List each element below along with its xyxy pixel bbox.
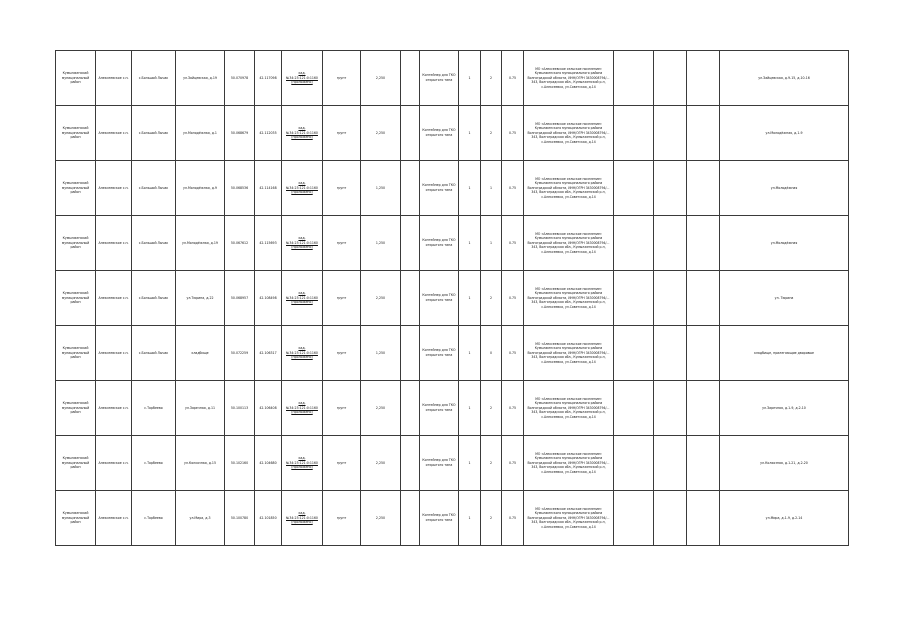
container-type-cell: Контейнер для ТКО открытого типа [420, 271, 459, 326]
district-cell: Кумылженский муниципальный район [56, 381, 96, 436]
latitude-cell: 50.068957 [225, 271, 255, 326]
settlement-cell: Алексеевское с.п. [96, 326, 132, 381]
settlement-cell: Алексеевское с.п. [96, 491, 132, 546]
container-sites-table [55, 50, 849, 546]
count-cell: 1 [459, 436, 481, 491]
served-objects-cell: ул.Зайцевская, д.9-15, д.10-16 [720, 51, 849, 106]
planned-count-cell: 2 [481, 51, 502, 106]
surface-cell: грунт [323, 216, 361, 271]
settlement-cell: Алексеевское с.п. [96, 216, 132, 271]
empty-cell [401, 491, 420, 546]
surface-cell: грунт [323, 436, 361, 491]
table-row [56, 271, 849, 326]
cadastre-cell [282, 381, 323, 436]
served-objects-cell: ул.Молодёжная [720, 161, 849, 216]
volume-cell: 0.75 [502, 106, 524, 161]
cadastre-cell [282, 326, 323, 381]
district-cell: Кумылженский муниципальный район [56, 161, 96, 216]
volume-cell: 0.75 [502, 51, 524, 106]
longitude-cell: 42.114168 [255, 161, 282, 216]
table-row [56, 51, 849, 106]
count-cell: 1 [459, 161, 481, 216]
address-cell: ул.Молодёжная, д.9 [176, 161, 225, 216]
empty-cell [614, 436, 654, 491]
planned-count-cell: 1 [481, 216, 502, 271]
container-type-cell: Контейнер для ТКО открытого типа [420, 161, 459, 216]
empty-cell [614, 326, 654, 381]
latitude-cell: 50.070978 [225, 51, 255, 106]
planned-count-cell: 1 [481, 161, 502, 216]
served-objects-cell: кладбище, прилегающие дворовые [720, 326, 849, 381]
locality-cell: с.Большой Лычак [132, 326, 176, 381]
served-objects-cell: ул.Колхозная, д.1-21, д.2-20 [720, 436, 849, 491]
district-cell: Кумылженский муниципальный район [56, 436, 96, 491]
empty-cell [401, 436, 420, 491]
container-type-cell: Контейнер для ТКО открытого типа [420, 491, 459, 546]
cadastre-cell [282, 216, 323, 271]
locality-cell: с.Большой Лычак [132, 161, 176, 216]
planned-count-cell: 0 [481, 326, 502, 381]
cadastre-cell [282, 106, 323, 161]
cadastre-cell [282, 161, 323, 216]
area-cell: 2,250 [361, 271, 401, 326]
container-type-cell: Контейнер для ТКО открытого типа [420, 326, 459, 381]
container-type-cell: Контейнер для ТКО открытого типа [420, 216, 459, 271]
latitude-cell: 50.068536 [225, 161, 255, 216]
surface-cell: грунт [323, 381, 361, 436]
planned-count-cell: 2 [481, 271, 502, 326]
planned-count-cell: 2 [481, 436, 502, 491]
settlement-cell: Алексеевское с.п. [96, 106, 132, 161]
cadastre-cell [282, 51, 323, 106]
planned-count-cell: 2 [481, 491, 502, 546]
settlement-cell: Алексеевское с.п. [96, 436, 132, 491]
served-objects-cell: ул.Молодёжная, д.1-9 [720, 106, 849, 161]
cadastre-cell [282, 271, 323, 326]
planned-count-cell: 2 [481, 381, 502, 436]
container-type-cell: Контейнер для ТКО открытого типа [420, 106, 459, 161]
cadastre-link[interactable]: кад.№34:23:121:0:1160 (проложено) [286, 346, 318, 360]
surface-cell: грунт [323, 491, 361, 546]
table-row [56, 381, 849, 436]
longitude-cell: 42.115693 [255, 216, 282, 271]
surface-cell: грунт [323, 161, 361, 216]
area-cell: 2,250 [361, 51, 401, 106]
table-row [56, 106, 849, 161]
empty-cell [654, 51, 687, 106]
count-cell: 1 [459, 381, 481, 436]
empty-cell [654, 161, 687, 216]
empty-cell [401, 51, 420, 106]
empty-cell [687, 381, 720, 436]
latitude-cell: 50.100113 [225, 381, 255, 436]
address-cell: ул.Заречная, д.11 [176, 381, 225, 436]
district-cell: Кумылженский муниципальный район [56, 491, 96, 546]
latitude-cell: 50.102160 [225, 436, 255, 491]
empty-cell [687, 271, 720, 326]
surface-cell: грунт [323, 326, 361, 381]
surface-cell: грунт [323, 106, 361, 161]
table-row [56, 436, 849, 491]
longitude-cell: 42.106408 [255, 381, 282, 436]
empty-cell [614, 106, 654, 161]
empty-cell [401, 106, 420, 161]
empty-cell [687, 161, 720, 216]
settlement-cell: Алексеевское с.п. [96, 271, 132, 326]
owner-cell: МО «Алексеевское сельское поселение» Кумылженского муниципального района Волгоградской области, ИНН/ОГРН 3430008794/…343, Волгоградская обл., Кумылженский р-н, с.Алексеевка, ул.Советская, д.14 [524, 51, 614, 106]
table-row [56, 216, 849, 271]
volume-cell: 0.75 [502, 436, 524, 491]
empty-cell [614, 381, 654, 436]
area-cell: 2,250 [361, 381, 401, 436]
table-row [56, 161, 849, 216]
area-cell: 2,250 [361, 106, 401, 161]
empty-cell [654, 216, 687, 271]
empty-cell [687, 491, 720, 546]
served-objects-cell: ул.Молодёжная [720, 216, 849, 271]
empty-cell [687, 216, 720, 271]
cadastre-cell [282, 491, 323, 546]
empty-cell [401, 326, 420, 381]
longitude-cell: 42.112035 [255, 106, 282, 161]
settlement-cell: Алексеевское с.п. [96, 381, 132, 436]
cadastre-link[interactable]: кад.№34:23:121:0:1160 (проложено) [286, 71, 318, 85]
container-type-cell: Контейнер для ТКО открытого типа [420, 436, 459, 491]
volume-cell: 0.75 [502, 271, 524, 326]
locality-cell: с.Большой Лычак [132, 271, 176, 326]
longitude-cell: 42.117098 [255, 51, 282, 106]
owner-cell: МО «Алексеевское сельское поселение» Кумылженского муниципального района Волгоградской области, ИНН/ОГРН 3430008794/…343, Волгоградская обл., Кумылженский р-н, с.Алексеевка, ул.Советская, д.14 [524, 271, 614, 326]
owner-cell: МО «Алексеевское сельское поселение» Кумылженского муниципального района Волгоградской области, ИНН/ОГРН 3430008794/…343, Волгоградская обл., Кумылженский р-н, с.Алексеевка, ул.Советская, д.14 [524, 326, 614, 381]
address-cell: ул.Молодёжная, д.19 [176, 216, 225, 271]
longitude-cell: 42.108498 [255, 271, 282, 326]
volume-cell: 0.75 [502, 161, 524, 216]
district-cell: Кумылженский муниципальный район [56, 51, 96, 106]
empty-cell [614, 216, 654, 271]
volume-cell: 0.75 [502, 216, 524, 271]
empty-cell [687, 51, 720, 106]
latitude-cell: 50.072259 [225, 326, 255, 381]
empty-cell [654, 271, 687, 326]
table-body [56, 51, 849, 546]
served-objects-cell: ул.Заречная, д.1-9, д.2-10 [720, 381, 849, 436]
locality-cell: с.Большой Лычак [132, 216, 176, 271]
empty-cell [401, 161, 420, 216]
empty-cell [687, 436, 720, 491]
empty-cell [401, 271, 420, 326]
cadastre-link[interactable]: кад.№34:23:121:0:1160 (проложено) [286, 401, 318, 415]
district-cell: Кумылженский муниципальный район [56, 326, 96, 381]
settlement-cell: Алексеевское с.п. [96, 161, 132, 216]
planned-count-cell: 2 [481, 106, 502, 161]
district-cell: Кумылженский муниципальный район [56, 106, 96, 161]
cadastre-link[interactable]: кад.№34:23:121:0:1160 (проложено) [286, 181, 318, 195]
count-cell: 1 [459, 106, 481, 161]
address-cell: кладбище [176, 326, 225, 381]
address-cell: ул.Колхозная, д.15 [176, 436, 225, 491]
volume-cell: 0.75 [502, 326, 524, 381]
container-type-cell: Контейнер для ТКО открытого типа [420, 381, 459, 436]
area-cell: 2,250 [361, 491, 401, 546]
owner-cell: МО «Алексеевское сельское поселение» Кумылженского муниципального района Волгоградской области, ИНН/ОГРН 3430008794/…343, Волгоградская обл., Кумылженский р-н, с.Алексеевка, ул.Советская, д.14 [524, 161, 614, 216]
empty-cell [401, 381, 420, 436]
latitude-cell: 50.100780 [225, 491, 255, 546]
cadastre-link[interactable]: кад.№34:23:121:0:1160 (проложено) [286, 511, 318, 525]
empty-cell [654, 436, 687, 491]
address-cell: ул.Тюрина, д.22 [176, 271, 225, 326]
registry-sheet [55, 50, 849, 546]
area-cell: 2,250 [361, 436, 401, 491]
cadastre-link[interactable]: кад.№34:23:121:0:1160 (проложено) [286, 291, 318, 305]
locality-cell: с.Большой Лычак [132, 51, 176, 106]
latitude-cell: 50.068679 [225, 106, 255, 161]
owner-cell: МО «Алексеевское сельское поселение» Кумылженского муниципального района Волгоградской области, ИНН/ОГРН 3430008794/…343, Волгоградская обл., Кумылженский р-н, с.Алексеевка, ул.Советская, д.14 [524, 436, 614, 491]
area-cell: 1,250 [361, 326, 401, 381]
empty-cell [687, 326, 720, 381]
volume-cell: 0.75 [502, 381, 524, 436]
empty-cell [401, 216, 420, 271]
served-objects-cell: ул.Мира, д.1-9, д.2-14 [720, 491, 849, 546]
table-row [56, 326, 849, 381]
latitude-cell: 50.067612 [225, 216, 255, 271]
longitude-cell: 42.104680 [255, 436, 282, 491]
empty-cell [614, 161, 654, 216]
owner-cell: МО «Алексеевское сельское поселение» Кумылженского муниципального района Волгоградской области, ИНН/ОГРН 3430008794/…343, Волгоградская обл., Кумылженский р-н, с.Алексеевка, ул.Советская, д.14 [524, 491, 614, 546]
cadastre-link[interactable]: кад.№34:23:121:0:1160 (проложено) [286, 236, 318, 250]
empty-cell [614, 271, 654, 326]
surface-cell: грунт [323, 51, 361, 106]
container-type-cell: Контейнер для ТКО открытого типа [420, 51, 459, 106]
locality-cell: с.Торбеево [132, 491, 176, 546]
address-cell: ул.Молодёжная, д.1 [176, 106, 225, 161]
empty-cell [614, 51, 654, 106]
longitude-cell: 42.106317 [255, 326, 282, 381]
owner-cell: МО «Алексеевское сельское поселение» Кумылженского муниципального района Волгоградской области, ИНН/ОГРН 3430008794/…343, Волгоградская обл., Кумылженский р-н, с.Алексеевка, ул.Советская, д.14 [524, 216, 614, 271]
empty-cell [654, 106, 687, 161]
empty-cell [687, 106, 720, 161]
locality-cell: с.Торбеево [132, 381, 176, 436]
count-cell: 1 [459, 51, 481, 106]
area-cell: 1,250 [361, 161, 401, 216]
area-cell: 1,250 [361, 216, 401, 271]
locality-cell: с.Большой Лычак [132, 106, 176, 161]
empty-cell [654, 381, 687, 436]
empty-cell [614, 491, 654, 546]
district-cell: Кумылженский муниципальный район [56, 271, 96, 326]
longitude-cell: 42.101850 [255, 491, 282, 546]
owner-cell: МО «Алексеевское сельское поселение» Кумылженского муниципального района Волгоградской области, ИНН/ОГРН 3430008794/…343, Волгоградская обл., Кумылженский р-н, с.Алексеевка, ул.Советская, д.14 [524, 106, 614, 161]
count-cell: 1 [459, 271, 481, 326]
settlement-cell: Алексеевское с.п. [96, 51, 132, 106]
count-cell: 1 [459, 491, 481, 546]
served-objects-cell: ул. Тюрина [720, 271, 849, 326]
owner-cell: МО «Алексеевское сельское поселение» Кумылженского муниципального района Волгоградской области, ИНН/ОГРН 3430008794/…343, Волгоградская обл., Кумылженский р-н, с.Алексеевка, ул.Советская, д.14 [524, 381, 614, 436]
locality-cell: с.Торбеево [132, 436, 176, 491]
cadastre-link[interactable]: кад.№34:23:121:0:1160 (проложено) [286, 456, 318, 470]
district-cell: Кумылженский муниципальный район [56, 216, 96, 271]
count-cell: 1 [459, 216, 481, 271]
table-row [56, 491, 849, 546]
volume-cell: 0.75 [502, 491, 524, 546]
cadastre-link[interactable]: кад.№34:23:121:0:1160 (проложено) [286, 126, 318, 140]
empty-cell [654, 326, 687, 381]
address-cell: ул.Зайцевская, д.19 [176, 51, 225, 106]
cadastre-cell [282, 436, 323, 491]
address-cell: ул.Мира, д.3 [176, 491, 225, 546]
count-cell: 1 [459, 326, 481, 381]
surface-cell: грунт [323, 271, 361, 326]
empty-cell [654, 491, 687, 546]
